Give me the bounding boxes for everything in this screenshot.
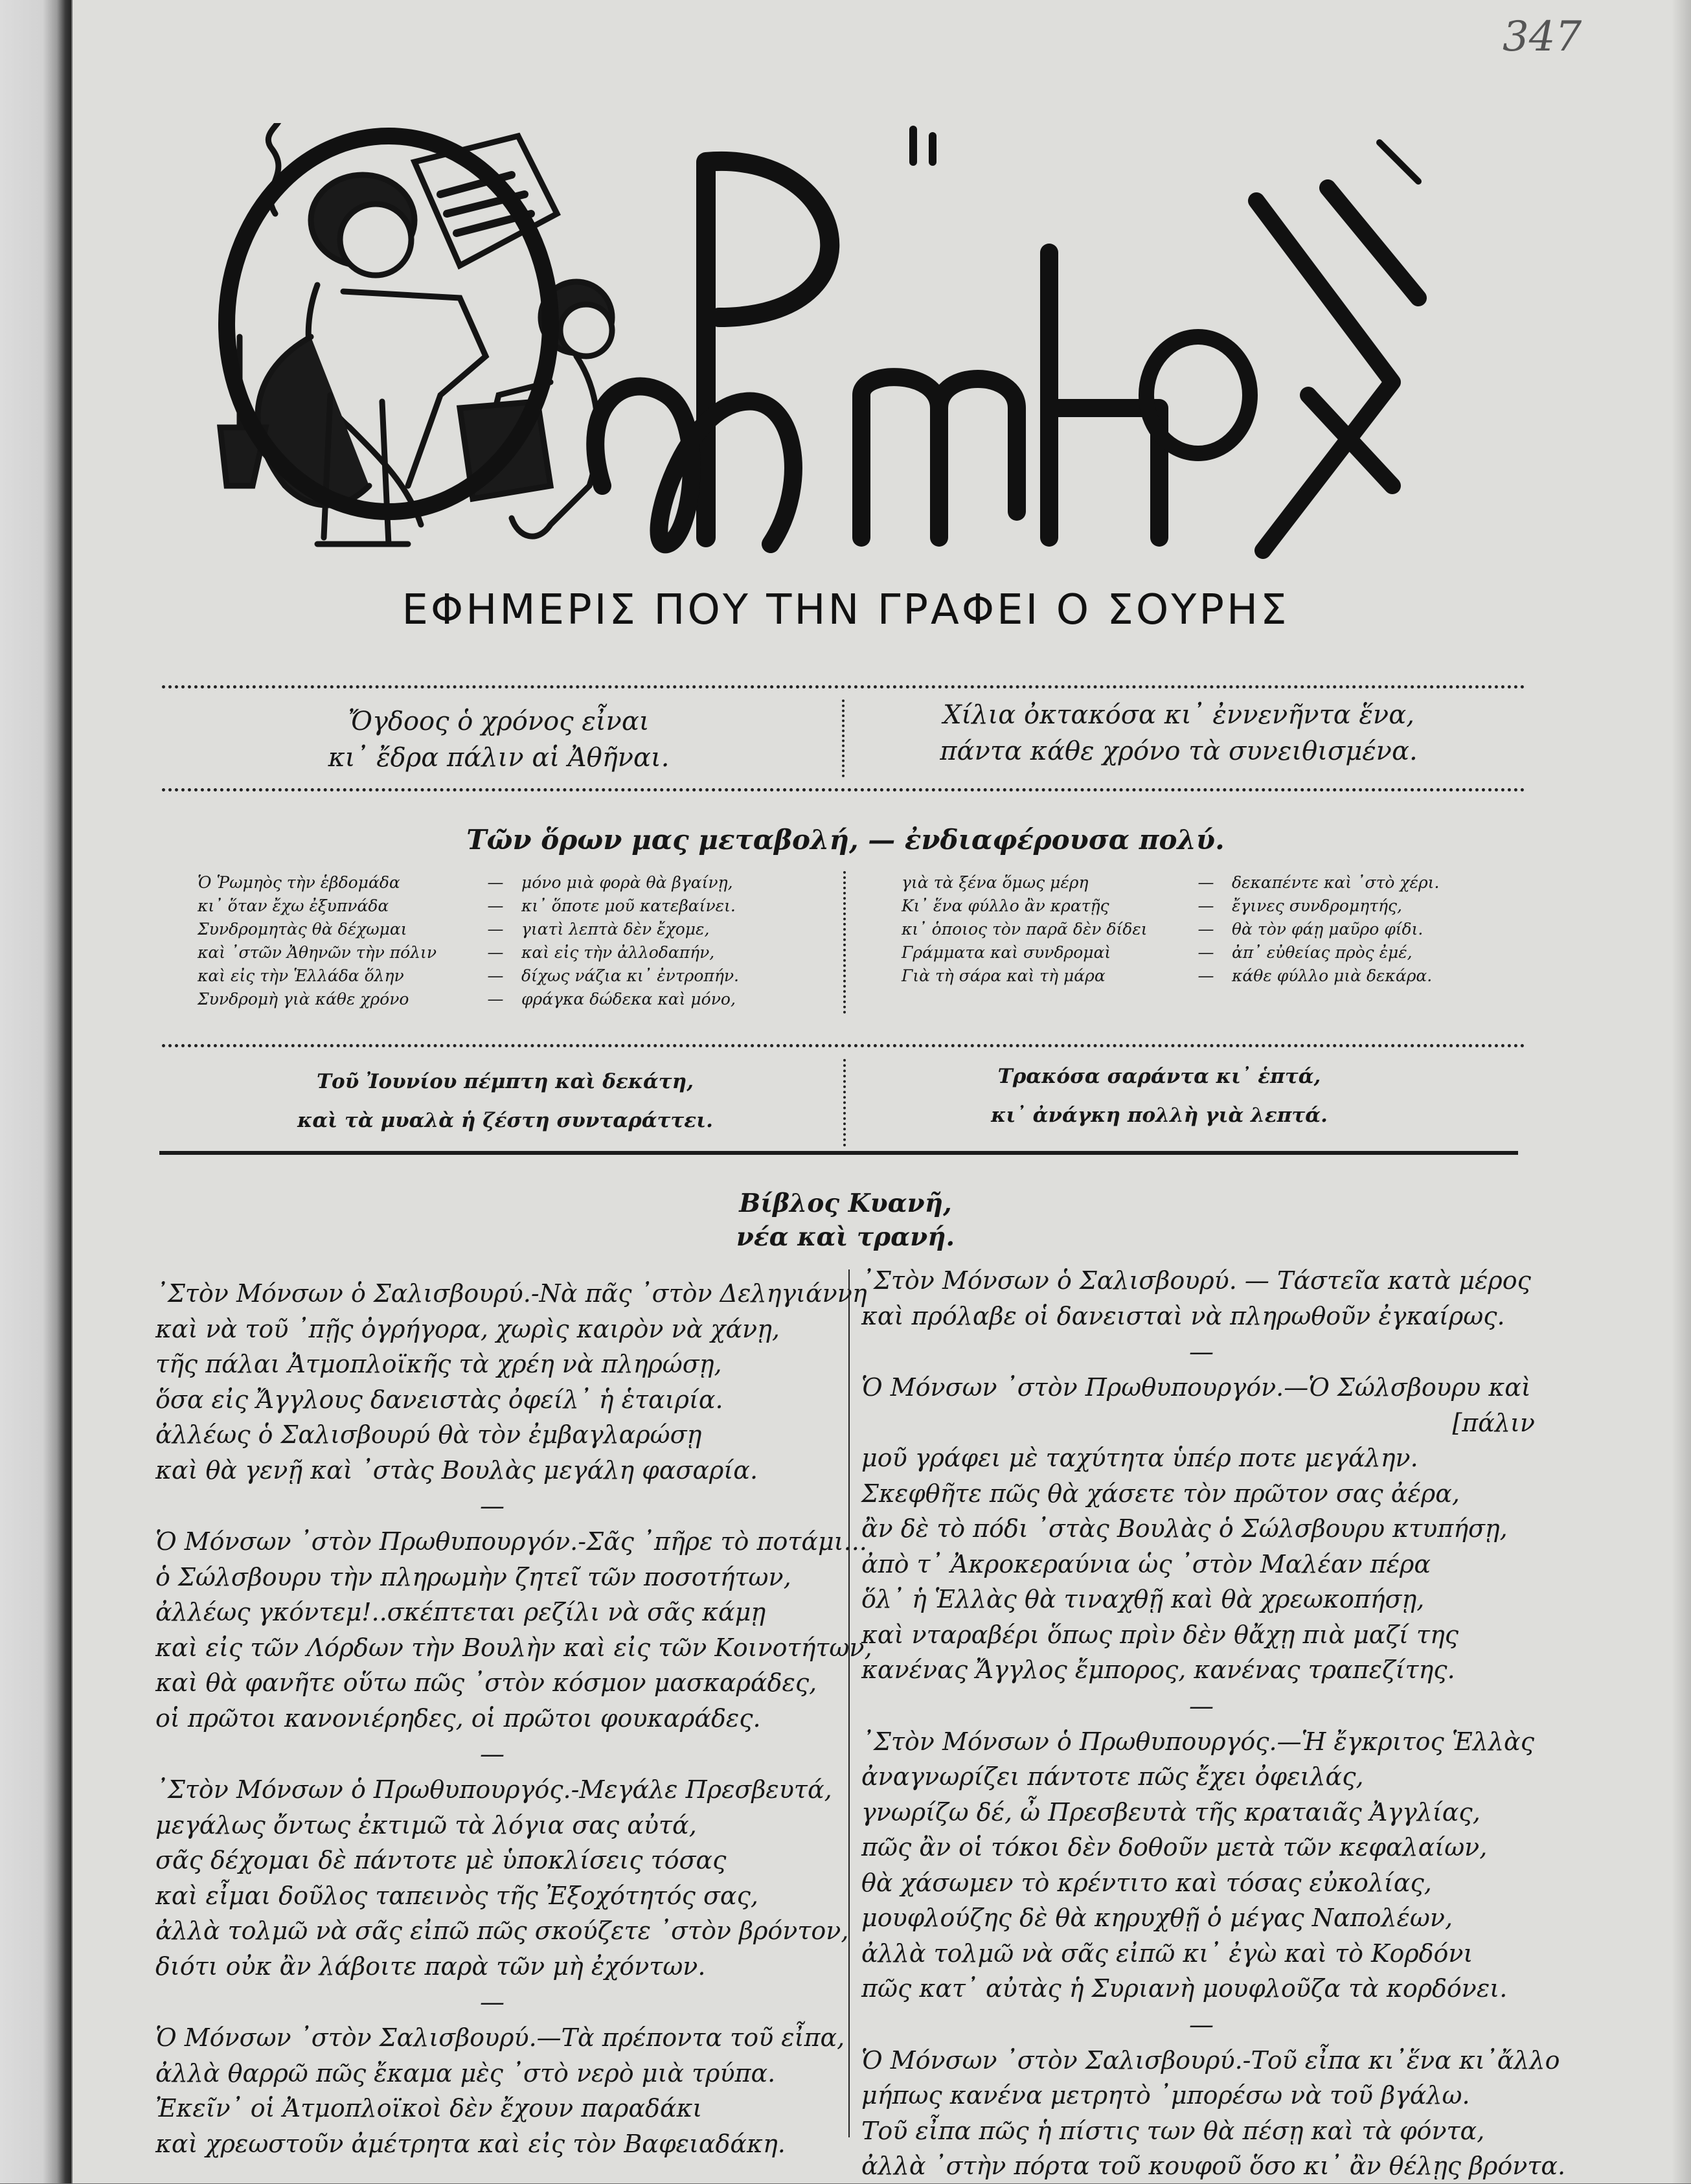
terms-dash: — [1197, 943, 1214, 962]
terms-row [902, 871, 1439, 894]
terms-dash: — [487, 896, 504, 915]
terms-cell: Συνδρομητὰς θὰ δέχωμαι [198, 920, 407, 938]
date-right-line-2: κι᾽ ἀνάγκη πολλὴ γιὰ λεπτά. [991, 1104, 1328, 1127]
masthead [214, 123, 1561, 563]
text-line: ὅσα εἰς Ἄγγλους δανειστὰς ὀφείλ᾽ ἡ ἑταιρία. [155, 1385, 723, 1414]
header-box-left [272, 703, 725, 776]
text-line: Ὁ Μόνσων ᾽στὸν Πρωθυπουργόν.—Ὁ Σώλσβουρυ καὶ [861, 1373, 1531, 1402]
date-box-separator [843, 1059, 846, 1146]
text-line: Σκεφθῆτε πῶς θὰ χάσετε τὸν πρῶτον σας ἀέρα, [861, 1479, 1460, 1508]
text-line: μοῦ γράφει μὲ ταχύτητα ὑπέρ ποτε μεγάλην. [861, 1444, 1418, 1472]
terms-cell: Συνδρομὴ γιὰ κάθε χρόνο [198, 990, 409, 1008]
text-line: ἀλλὰ ᾽στὴν πόρτα τοῦ κουφοῦ ὅσο κι᾽ ἂν θέλῃς βρόντα. [861, 2152, 1566, 2180]
terms-left [198, 871, 739, 1011]
text-line: καὶ νὰ τοῦ ᾽πῇς ὀγρήγορα, χωρὶς καιρὸν νὰ χάνῃ, [155, 1314, 780, 1343]
terms-cell: κι᾽ ὁποιος τὸν παρᾶ δὲν δίδει [902, 920, 1148, 938]
text-line: γνωρίζω δέ, ὦ Πρεσβευτὰ τῆς κραταιᾶς Ἀγγλίας, [861, 1797, 1481, 1826]
terms-cell: κάθε φύλλο μιὰ δεκάρα. [1232, 966, 1433, 985]
section-dash: — [480, 1988, 505, 2016]
terms-row [198, 964, 739, 988]
text-line: καὶ νταραβέρι ὅπως πρὶν δὲν θἄχῃ πιὰ μαζί της [861, 1620, 1459, 1649]
heavy-rule [159, 1151, 1518, 1155]
date-box-right [933, 1057, 1386, 1135]
text-line: ἀπὸ τ᾽ Ἀκροκεραύνια ὡς ᾽στὸν Μαλέαν πέρα [861, 1549, 1431, 1578]
text-line: μεγάλως ὄντως ἐκτιμῶ τὰ λόγια σας αὐτά, [155, 1810, 697, 1839]
terms-dash: — [487, 990, 504, 1008]
text-line: ἀλλὰ τολμῶ νὰ σᾶς εἰπῶ κι᾽ ἐγὼ καὶ τὸ Κορδόνι [861, 1939, 1473, 1968]
article-right-column [861, 1263, 1566, 2184]
column-separator [848, 1269, 850, 2137]
terms-cell: ἔγινες συνδρομητής, [1232, 896, 1402, 915]
date-left-line-1: Τοῦ Ἰουνίου πέμπτη καὶ δεκάτη, [316, 1070, 694, 1093]
text-line: Ἐκεῖν᾽ οἱ Ἀτμοπλοϊκοὶ δὲν ἔχουν παραδάκι [155, 2094, 703, 2122]
paragraph [861, 1370, 1541, 1688]
text-line: ἀλλέως ὁ Σαλισβουρύ θὰ τὸν ἐμβαγλαρώσῃ [155, 1420, 702, 1449]
text-line: ἀλλὰ τολμῶ νὰ σᾶς εἰπῶ πῶς σκούζετε ᾽στὸν βρόντον, [155, 1917, 849, 1945]
header-box-right [868, 697, 1490, 769]
date-left-line-2: καὶ τὰ μυαλὰ ἡ ζέστη συνταράττει. [297, 1109, 713, 1132]
text-line: ᾽Στὸν Μόνσων ὁ Πρωθυπουργός.-Μεγάλε Πρεσβευτά, [155, 1775, 832, 1804]
terms-title: Τῶν ὅρων μας μεταβολή, — ἐνδιαφέρουσα πολύ. [466, 824, 1225, 856]
text-line: μήπως κανένα μετρητὸ ᾽μπορέσω νὰ τοῦ βγάλω. [861, 2081, 1470, 2110]
paragraph [861, 1263, 1541, 1334]
terms-cell: γιὰ τὰ ξένα ὅμως μέρη [902, 873, 1089, 892]
terms-dash: — [487, 873, 504, 892]
text-line: οἱ πρῶτοι κανονιέρηδες, οἱ πρῶτοι φουκαράδες. [155, 1703, 761, 1733]
text-line: σᾶς δέχομαι δὲ πάντοτε μὲ ὑποκλίσεις τόσας [155, 1846, 727, 1874]
text-line: ἀναγνωρίζει πάντοτε πῶς ἔχει ὀφειλάς, [861, 1762, 1364, 1791]
terms-dash: — [1197, 966, 1214, 985]
text-line: Ὁ Μόνσων ᾽στὸν Σαλισβουρύ.—Τὰ πρέποντα τοῦ εἶπα, [155, 2023, 845, 2052]
text-line: Ὁ Μόνσων ᾽στὸν Πρωθυπουργόν.-Σᾶς ᾽πῆρε τὸ ποτάμι... [155, 1527, 867, 1556]
text-line: καὶ χρεωστοῦν ἀμέτρητα καὶ εἰς τὸν Βαφειαδάκη. [155, 2129, 786, 2158]
text-line: ἀλλὰ θαρρῶ πῶς ἔκαμα μὲς ᾽στὸ νερὸ μιὰ τρύπα. [155, 2058, 776, 2087]
text-line: ὁ Σώλσβουρυ τὴν πληρωμὴν ζητεῖ τῶν ποσοτήτων, [155, 1562, 791, 1591]
section-dash: — [1189, 2010, 1214, 2039]
left-page-edge [0, 0, 71, 2183]
terms-separator [843, 871, 846, 1014]
paragraph [155, 1772, 849, 1984]
section-dash: — [480, 1740, 505, 1768]
text-line: [πάλιν [1452, 1408, 1535, 1437]
text-line: ἀλλέως γκόντεμ!..σκέπτεται ρεζίλι νὰ σᾶς κάμῃ [155, 1598, 766, 1626]
paragraph [155, 1524, 872, 1736]
terms-row [198, 941, 739, 964]
terms-dash: — [487, 943, 504, 962]
terms-cell: Γιὰ τὴ σάρα καὶ τὴ μάρα [902, 966, 1106, 985]
terms-cell: Γράμματα καὶ συνδρομαὶ [902, 943, 1111, 962]
terms-row [902, 918, 1439, 941]
paragraph [155, 2020, 845, 2161]
terms-dash: — [487, 920, 504, 938]
text-line: καὶ πρόλαβε οἱ δανεισταὶ νὰ πληρωθοῦν ἐγκαίρως. [861, 1301, 1505, 1330]
text-line: καὶ θὰ γενῇ καὶ ᾽στὰς Βουλὰς μεγάλη φασαρία. [155, 1455, 758, 1484]
text-line: τῆς πάλαι Ἀτμοπλοϊκῆς τὰ χρέη νὰ πληρώσῃ, [155, 1350, 722, 1378]
terms-dash: — [487, 966, 504, 985]
page-number: 347 [1503, 13, 1582, 61]
text-line: κανένας Ἄγγλος ἔμπορος, κανένας τραπεζίτης. [861, 1655, 1455, 1684]
divider-top-1 [162, 685, 1525, 688]
terms-row [198, 988, 739, 1011]
section-dash: — [1189, 1691, 1214, 1720]
terms-cell: καὶ εἰς τὴν ἀλλοδαπήν, [521, 943, 715, 962]
text-line: πῶς κατ᾽ αὐτὰς ἡ Συριανὴ μουφλοῦζα τὰ κορδόνει. [861, 1974, 1508, 2003]
terms-cell: καὶ ᾽στῶν Ἀθηνῶν τὴν πόλιν [198, 943, 437, 962]
terms-row [902, 894, 1439, 918]
terms-cell: Κι᾽ ἕνα φύλλο ἂν κρατῇς [902, 896, 1109, 915]
terms-row [198, 918, 739, 941]
terms-row [198, 894, 739, 918]
text-line: καὶ θὰ φανῆτε οὕτω πῶς ᾽στὸν κόσμον μασκαράδες, [155, 1668, 817, 1697]
terms-cell: δίχως νάζια κι᾽ ἐντροπήν. [521, 966, 739, 985]
text-line: ἂν δὲ τὸ πόδι ᾽στὰς Βουλὰς ὁ Σώλσβουρυ κτυπήσῃ, [861, 1514, 1508, 1543]
text-line: ᾽Στὸν Μόνσων ὁ Σαλισβουρύ.-Νὰ πᾶς ᾽στὸν Δεληγιάννη [155, 1279, 867, 1308]
text-line: θὰ χάσωμεν τὸ κρέντιτο καὶ τόσας εὐκολίας, [861, 1868, 1432, 1897]
section-dash: — [480, 1492, 505, 1520]
date-right-line-1: Τρακόσα σαράντα κι᾽ ἑπτά, [997, 1065, 1321, 1088]
text-line: καὶ εἶμαι δοῦλος ταπεινὸς τῆς Ἐξοχότητός σας, [155, 1881, 758, 1910]
paragraph [861, 2043, 1566, 2184]
article-title-line-2: νέα καὶ τρανή. [736, 1222, 955, 1252]
header-right-line-1: Χίλια ὀκτακόσα κι᾽ ἐννενῆντα ἕνα, [943, 700, 1414, 730]
header-left-line-1: Ὄγδοος ὁ χρόνος εἶναι [348, 707, 650, 736]
text-line: ὅλ᾽ ἡ Ἑλλὰς θὰ τιναχθῇ καὶ θὰ χρεωκοπήσῃ, [861, 1585, 1425, 1613]
terms-right [902, 871, 1439, 988]
text-line: καὶ εἰς τῶν Λόρδων τὴν Βουλὴν καὶ εἰς τῶν Κοινοτήτων, [155, 1633, 872, 1662]
text-line: ᾽Στὸν Μόνσων ὁ Πρωθυπουργός.—Ἡ ἔγκριτος Ἑλλὰς [861, 1727, 1534, 1756]
date-box-left [246, 1062, 764, 1140]
terms-cell: καὶ εἰς τὴν Ἑλλάδα ὅλην [198, 966, 404, 985]
text-line: Ὁ Μόνσων ᾽στὸν Σαλισβουρύ.-Τοῦ εἶπα κι᾽ἕνα κι᾽ἄλλο [861, 2045, 1560, 2075]
terms-cell: κι᾽ ὅταν ἔχω ἐξυπνάδα [198, 896, 389, 915]
terms-dash: — [1197, 920, 1214, 938]
header-box-separator [842, 700, 845, 777]
terms-row [198, 871, 739, 894]
divider-top-2 [162, 788, 1525, 791]
divider-mid [162, 1044, 1525, 1047]
terms-cell: θὰ τὸν φάῃ μαῦρο φίδι. [1232, 920, 1424, 938]
text-line: πῶς ἂν οἱ τόκοι δὲν δοθοῦν μετὰ τῶν κεφαλαίων, [861, 1833, 1488, 1861]
terms-cell: ἀπ᾽ εὐθείας πρὸς ἐμέ, [1232, 943, 1413, 962]
terms-cell: γιατὶ λεπτὰ δὲν ἔχομε, [521, 920, 710, 938]
text-line: ᾽Στὸν Μόνσων ὁ Σαλισβουρύ. — Τάστεῖα κατὰ μέρος [861, 1266, 1531, 1295]
terms-cell: μόνο μιὰ φορὰ θὰ βγαίνῃ, [521, 873, 733, 892]
header-left-line-2: κι᾽ ἔδρα πάλιν αἱ Ἀθῆναι. [328, 743, 670, 773]
terms-cell: Ὁ Ῥωμηὸς τὴν ἑβδομάδα [198, 873, 400, 892]
page-shadow [1672, 0, 1691, 2183]
subtitle: ΕΦΗΜΕΡΙΣ ΠΟΥ ΤΗΝ ΓΡΑΦΕΙ Ο ΣΟΥΡΗΣ [402, 586, 1289, 634]
header-right-line-2: πάντα κάθε χρόνο τὰ συνειθισμένα. [940, 736, 1418, 766]
terms-dash: — [1197, 896, 1214, 915]
article-title-line-1: Βίβλος Κυανῆ, [739, 1189, 952, 1218]
terms-row [902, 964, 1439, 988]
terms-cell: δεκαπέντε καὶ ᾽στὸ χέρι. [1232, 873, 1440, 892]
text-line: Τοῦ εἶπα πῶς ἡ πίστις των θὰ πέσῃ καὶ τὰ φόντα, [861, 2116, 1485, 2145]
terms-cell: κι᾽ ὅποτε μοῦ κατεβαίνει. [521, 896, 736, 915]
terms-row [902, 941, 1439, 964]
paragraph [155, 1276, 867, 1488]
text-line: μουφλούζης δὲ θὰ κηρυχθῇ ὁ μέγας Ναπολέων, [861, 1904, 1453, 1932]
terms-dash: — [1197, 873, 1214, 892]
paragraph [861, 1724, 1541, 2007]
section-dash: — [1189, 1337, 1214, 1366]
article-title [0, 1187, 1691, 1254]
article-left-column [155, 1276, 872, 2161]
terms-cell: φράγκα δώδεκα καὶ μόνο, [521, 990, 736, 1008]
text-line: διότι οὐκ ἂν λάβοιτε παρὰ τῶν μὴ ἐχόντων. [155, 1951, 706, 1981]
